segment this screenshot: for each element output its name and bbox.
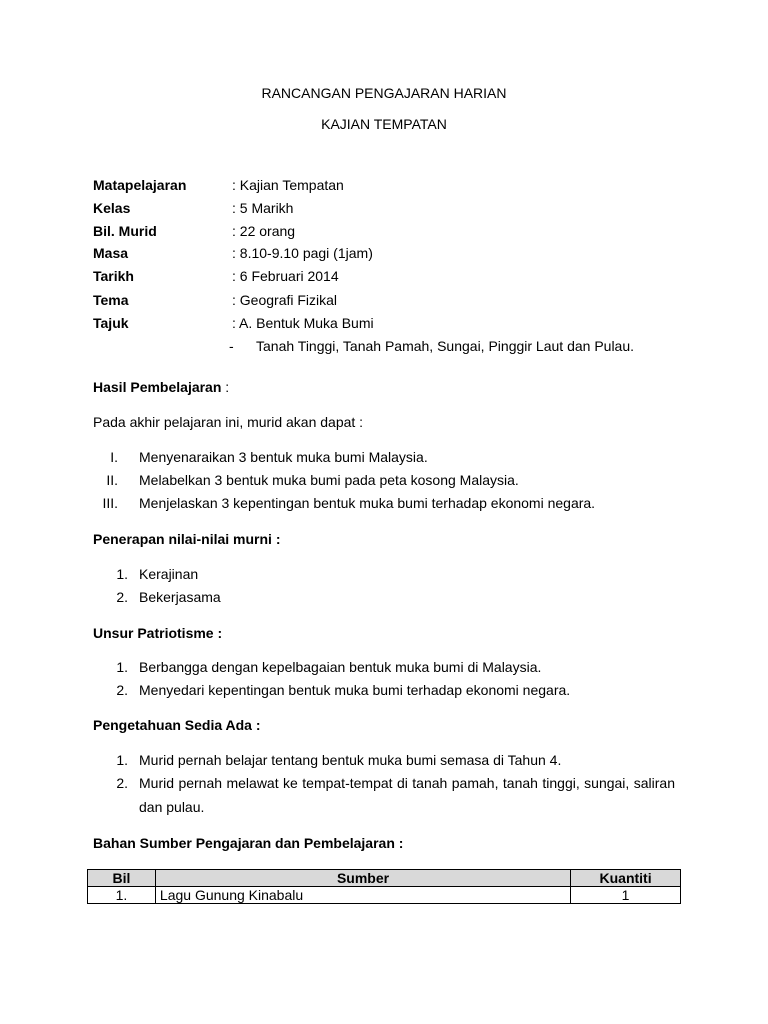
cell-kuantiti: 1 [571, 887, 681, 904]
column-header-bil: Bil [88, 870, 156, 887]
list-number: II. [106, 472, 118, 488]
list-number: I. [110, 449, 118, 465]
section-heading-pengetahuan: Pengetahuan Sedia Ada : [93, 717, 261, 733]
list-item [93, 660, 683, 678]
list-number: III. [102, 495, 118, 511]
list-number: 2. [116, 682, 128, 698]
tajuk-subitem-text: Tanah Tinggi, Tanah Pamah, Sungai, Pinggir Laut dan Pulau. [256, 338, 635, 354]
info-value: : 22 orang [232, 223, 296, 239]
heading-colon: : [221, 379, 230, 395]
list-text: Menyedari kepentingan bentuk muka bumi terhadap ekonomi negara. [139, 682, 571, 698]
info-value: : 6 Februari 2014 [232, 268, 339, 284]
info-label: Kelas [93, 200, 131, 216]
table-row [88, 887, 681, 904]
info-value: : 5 Marikh [232, 200, 294, 216]
document-title: RANCANGAN PENGAJARAN HARIAN [261, 85, 507, 101]
list-item [93, 567, 683, 585]
section-heading-hasil [93, 380, 229, 394]
heading-text: Hasil Pembelajaran [93, 379, 222, 395]
info-value: : Kajian Tempatan [232, 177, 344, 193]
list-text: Murid pernah belajar tentang bentuk muka bumi semasa di Tahun 4. [139, 752, 562, 768]
hasil-intro: Pada akhir pelajaran ini, murid akan dapat : [93, 414, 364, 430]
list-item [93, 776, 675, 819]
info-label: Bil. Murid [93, 223, 157, 239]
resource-table [87, 869, 681, 904]
list-text: Kerajinan [139, 566, 199, 582]
column-header-kuantiti: Kuantiti [571, 870, 681, 887]
table-header-row [88, 870, 681, 887]
section-heading-nilai: Penerapan nilai-nilai murni : [93, 531, 281, 547]
info-value: : A. Bentuk Muka Bumi [232, 315, 374, 331]
list-number: 1. [116, 566, 128, 582]
list-item [93, 753, 683, 771]
list-item [93, 496, 683, 514]
list-text: Menjelaskan 3 kepentingan bentuk muka bumi terhadap ekonomi negara. [139, 495, 596, 511]
info-label: Tarikh [93, 268, 134, 284]
section-heading-bahan: Bahan Sumber Pengajaran dan Pembelajaran : [93, 835, 404, 851]
list-number: 2. [116, 589, 128, 605]
column-header-sumber: Sumber [155, 870, 570, 887]
dash-bullet: - [229, 338, 234, 354]
list-number: 2. [116, 775, 128, 791]
info-value: : Geografi Fizikal [232, 292, 338, 308]
info-value: : 8.10-9.10 pagi (1jam) [232, 245, 373, 261]
info-label: Tajuk [93, 315, 129, 331]
document-subtitle: KAJIAN TEMPATAN [321, 116, 447, 132]
list-text: Bekerjasama [139, 589, 221, 605]
list-number: 1. [116, 752, 128, 768]
cell-sumber: Lagu Gunung Kinabalu [155, 887, 570, 904]
list-text: Murid pernah melawat ke tempat-tempat di tanah pamah, tanah tinggi, sungai, saliran dan pulau. [139, 775, 675, 815]
list-item [93, 683, 683, 701]
list-item [93, 590, 683, 608]
section-heading-patriotisme: Unsur Patriotisme : [93, 625, 223, 641]
list-text: Menyenaraikan 3 bentuk muka bumi Malaysia. [139, 449, 428, 465]
list-number: 1. [116, 659, 128, 675]
info-label: Matapelajaran [93, 177, 187, 193]
list-item [93, 473, 683, 491]
info-label: Tema [93, 292, 129, 308]
cell-bil: 1. [88, 887, 156, 904]
info-label: Masa [93, 245, 129, 261]
list-text: Berbangga dengan kepelbagaian bentuk muka bumi di Malaysia. [139, 659, 542, 675]
list-text: Melabelkan 3 bentuk muka bumi pada peta kosong Malaysia. [139, 472, 519, 488]
list-item [93, 450, 683, 468]
